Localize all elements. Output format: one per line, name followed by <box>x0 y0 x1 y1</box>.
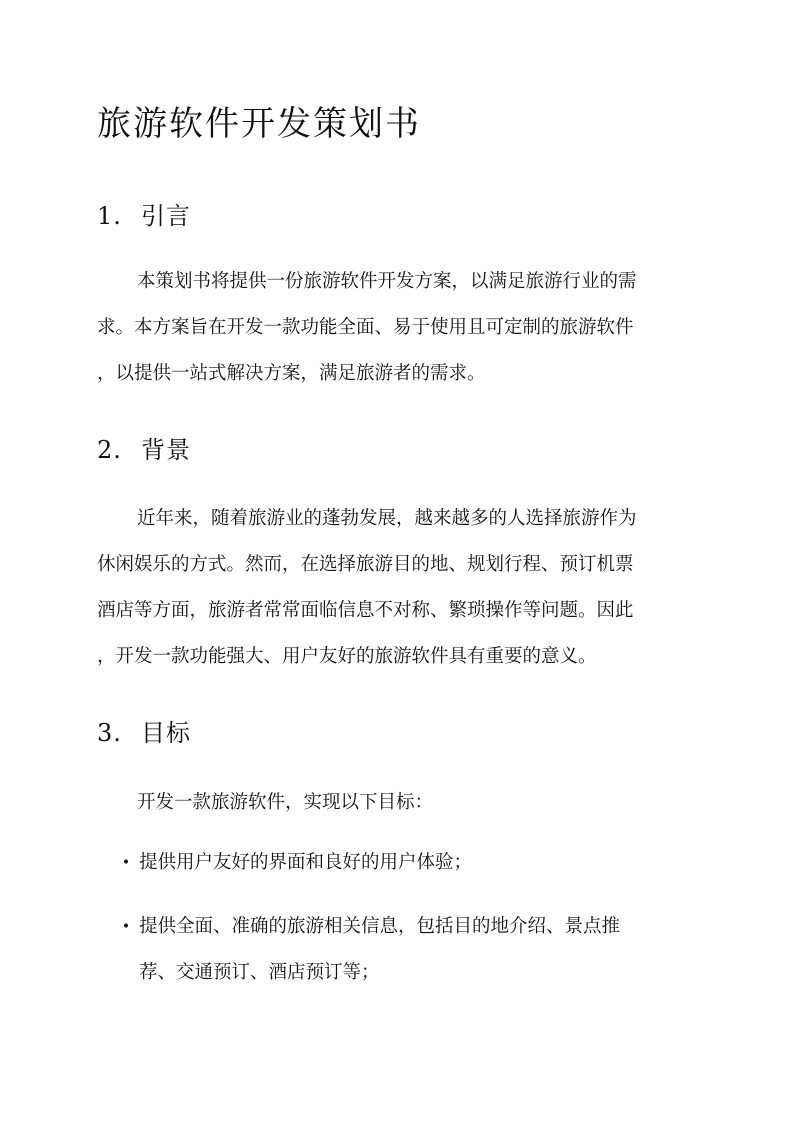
section-title: 背景 <box>141 436 191 464</box>
list-item <box>97 904 700 996</box>
section-number: 3. <box>97 719 122 747</box>
paragraph-line: 开发一款旅游软件，实现以下目标： <box>137 792 434 813</box>
section-title: 引言 <box>141 202 191 230</box>
bullet-marker: • <box>121 919 131 935</box>
paragraph-line: 求。本方案旨在开发一款功能全面、易于使用且可定制的旅游软件 <box>97 317 634 338</box>
section-heading-goals <box>97 713 191 748</box>
paragraph-line: 近年来，随着旅游业的蓬勃发展，越来越多的人选择旅游作为 <box>137 508 637 529</box>
document-title: 旅游软件开发策划书 <box>97 104 421 144</box>
section-paragraph-intro <box>97 259 700 397</box>
list-item-line: 提供全面、准确的旅游相关信息，包括目的地介绍、景点推 <box>139 916 621 937</box>
paragraph-line: 休闲娱乐的方式。然而，在选择旅游目的地、规划行程、预订机票 <box>97 554 634 575</box>
paragraph-line: 本策划书将提供一份旅游软件开发方案，以满足旅游行业的需 <box>137 271 637 292</box>
section-heading-intro <box>97 196 191 231</box>
list-item-line: 荐、交通预订、酒店预订等； <box>139 962 380 983</box>
goals-bullet-list <box>97 840 700 996</box>
section-paragraph-background <box>97 496 700 680</box>
paragraph-line: ，以提供一站式解决方案，满足旅游者的需求。 <box>97 363 486 384</box>
section-heading-background <box>97 430 191 465</box>
section-number: 2. <box>97 436 122 464</box>
list-item-line: 提供用户友好的界面和良好的用户体验； <box>139 852 473 873</box>
bullet-marker: • <box>121 855 131 871</box>
section-paragraph-goals <box>97 780 700 826</box>
section-number: 1. <box>97 202 122 230</box>
list-item <box>97 840 700 886</box>
section-title: 目标 <box>141 719 191 747</box>
paragraph-line: 酒店等方面，旅游者常常面临信息不对称、繁琐操作等问题。因此 <box>97 600 634 621</box>
paragraph-line: ，开发一款功能强大、用户友好的旅游软件具有重要的意义。 <box>97 646 597 667</box>
list-spacer <box>97 886 700 904</box>
